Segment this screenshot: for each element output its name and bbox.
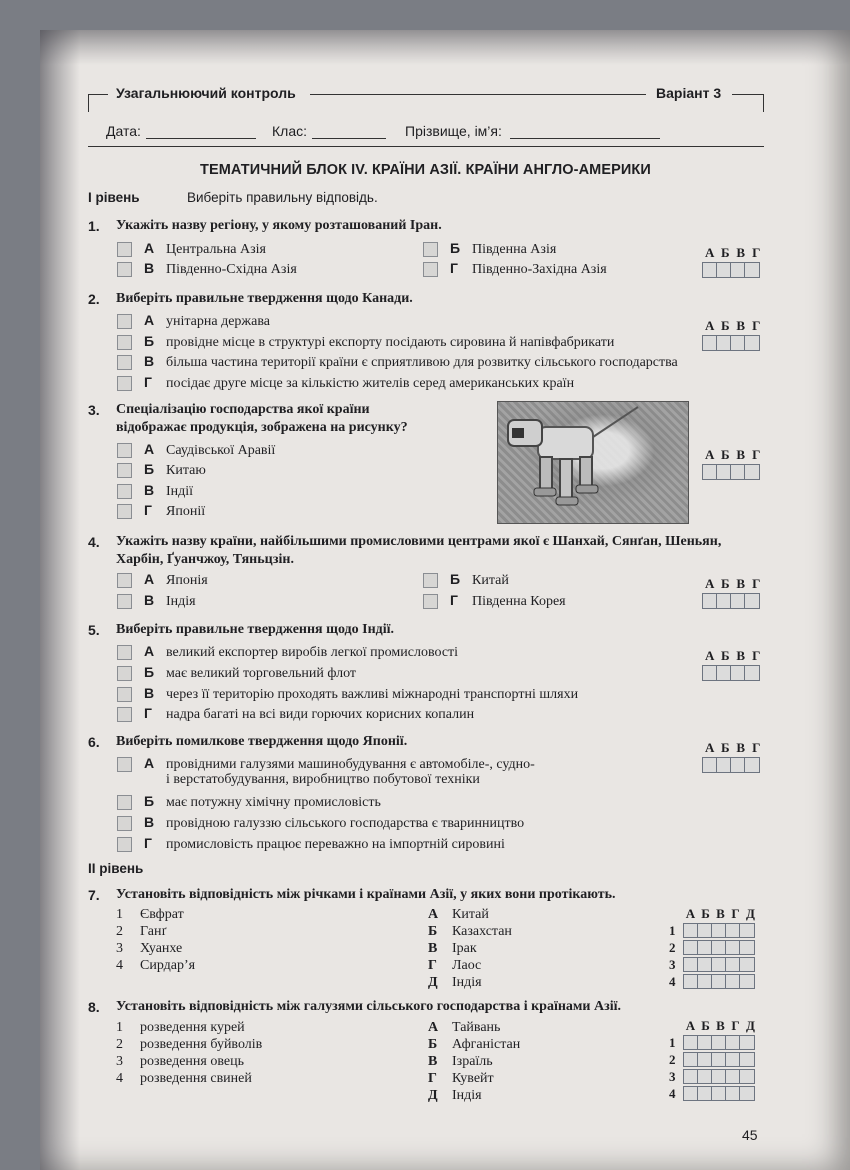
variant-label: Варіант 3: [656, 85, 722, 101]
option-a[interactable]: А Саудівської Аравії: [117, 441, 275, 459]
match-cell[interactable]: [739, 923, 755, 939]
checkbox[interactable]: [117, 645, 132, 660]
option-b[interactable]: Б Китаю: [117, 461, 206, 479]
level-1-label: І рівень: [88, 190, 140, 205]
right-item: В Ірак: [428, 941, 477, 956]
match-cell[interactable]: [739, 1052, 755, 1068]
checkbox[interactable]: [117, 443, 132, 458]
option-c[interactable]: В провідною галуззю сільського господарства є тваринництво: [117, 814, 524, 832]
right-item: Д Індія: [428, 1088, 482, 1103]
question-number: 3.: [88, 402, 100, 418]
checkbox[interactable]: [423, 262, 438, 277]
answer-grid-q6: А Б В Г: [702, 740, 764, 773]
checkbox[interactable]: [117, 376, 132, 391]
question-text: Укажіть назву регіону, у якому розташований Іран.: [116, 218, 442, 233]
option-b[interactable]: Б має потужну хімічну промисловість: [117, 793, 381, 811]
option-b[interactable]: Б Південна Азія: [423, 240, 556, 258]
answer-cell[interactable]: [744, 464, 760, 480]
checkbox[interactable]: [117, 484, 132, 499]
question-text: Виберіть помилкове твердження щодо Японії.: [116, 734, 408, 749]
match-cell[interactable]: [739, 974, 755, 990]
left-item: 4 розведення свиней: [116, 1071, 252, 1086]
level-1-instruction: Виберіть правильну відповідь.: [187, 190, 378, 205]
right-item: А Тайвань: [428, 1020, 501, 1035]
checkbox[interactable]: [117, 573, 132, 588]
option-a[interactable]: А великий експортер виробів легкої промисловості: [117, 643, 458, 661]
question-number: 2.: [88, 291, 100, 307]
option-c[interactable]: В через її територію проходять важливі міжнародні транспортні шляхи: [117, 685, 578, 703]
level-2-label: ІІ рівень: [88, 861, 144, 876]
question-text-line1: Спеціалізацію господарства якої країни: [116, 402, 370, 417]
checkbox[interactable]: [117, 594, 132, 609]
question-text: Установіть відповідність між галузями сільського господарства і країнами Азії.: [116, 999, 622, 1014]
checkbox[interactable]: [117, 687, 132, 702]
option-d[interactable]: Г Південно-Західна Азія: [423, 260, 607, 278]
question-number: 5.: [88, 622, 100, 638]
match-cell[interactable]: [739, 957, 755, 973]
answer-cell[interactable]: [744, 335, 760, 351]
question-number: 7.: [88, 887, 100, 903]
match-cell[interactable]: [739, 940, 755, 956]
match-cell[interactable]: [739, 1086, 755, 1102]
left-item: 1 Євфрат: [116, 907, 184, 922]
match-grid-q7: А Б В Г Д 1 2 3 4: [669, 906, 755, 989]
right-item: Г Кувейт: [428, 1071, 494, 1086]
page-binding-shadow: [40, 30, 80, 1170]
page-number: 45: [742, 1127, 758, 1143]
question-text: Виберіть правильне твердження щодо Канади.: [116, 291, 413, 306]
checkbox[interactable]: [117, 314, 132, 329]
answer-cell[interactable]: [744, 665, 760, 681]
left-item: 1 розведення курей: [116, 1020, 245, 1035]
option-c[interactable]: В Індії: [117, 482, 193, 500]
left-item: 2 Ганґ: [116, 924, 167, 939]
question-number: 1.: [88, 218, 100, 234]
answer-grid-q3: А Б В Г: [702, 447, 764, 480]
answer-cell[interactable]: [744, 593, 760, 609]
option-a[interactable]: А провідними галузями машинобудування є автомобіле-, судно-: [117, 755, 535, 773]
question-text: Установіть відповідність між річками і країнами Азії, у яких вони протікають.: [116, 887, 616, 902]
option-a[interactable]: А Центральна Азія: [117, 240, 266, 258]
checkbox[interactable]: [117, 335, 132, 350]
option-c[interactable]: В більша частина території країни є сприятливою для розвитку сільського господарства: [117, 353, 678, 371]
checkbox[interactable]: [423, 573, 438, 588]
checkbox[interactable]: [117, 463, 132, 478]
robot-dog-photo: [497, 401, 689, 524]
name-label: Прізвище, ім’я:: [405, 123, 502, 139]
question-number: 6.: [88, 734, 100, 750]
answer-grid-q4: А Б В Г: [702, 576, 764, 609]
right-item: Д Індія: [428, 975, 482, 990]
question-number: 4.: [88, 534, 100, 550]
option-d[interactable]: Г Японії: [117, 502, 205, 520]
class-label: Клас:: [272, 123, 307, 139]
checkbox[interactable]: [117, 242, 132, 257]
answer-grid-q5: А Б В Г: [702, 648, 764, 681]
checkbox[interactable]: [117, 795, 132, 810]
checkbox[interactable]: [117, 504, 132, 519]
option-d[interactable]: Г надра багаті на всі види горючих корисних копалин: [117, 705, 474, 723]
checkbox[interactable]: [117, 666, 132, 681]
checkbox[interactable]: [117, 707, 132, 722]
answer-cell[interactable]: [744, 757, 760, 773]
option-d[interactable]: Г Південна Корея: [423, 592, 566, 610]
option-b[interactable]: Б має великий торговельний флот: [117, 664, 356, 682]
left-item: 2 розведення буйволів: [116, 1037, 263, 1052]
left-item: 3 розведення овець: [116, 1054, 244, 1069]
right-item: А Китай: [428, 907, 489, 922]
option-d[interactable]: Г посідає друге місце за кількістю жителів серед американських країн: [117, 374, 574, 392]
option-a-continuation: і верстатобудування, виробництво побутової техніки: [166, 772, 480, 787]
page-top-shadow: [40, 30, 850, 65]
robot-dog-icon: [498, 402, 688, 523]
answer-cell[interactable]: [744, 262, 760, 278]
class-field[interactable]: [312, 138, 386, 139]
answer-grid-q2: А Б В Г: [702, 318, 764, 351]
option-a[interactable]: А унітарна держава: [117, 312, 270, 330]
checkbox[interactable]: [423, 242, 438, 257]
right-item: Г Лаос: [428, 958, 482, 973]
block-title: ТЕМАТИЧНИЙ БЛОК IV. КРАЇНИ АЗІЇ. КРАЇНИ АНГЛО-АМЕРИКИ: [200, 162, 651, 178]
date-field[interactable]: [146, 138, 256, 139]
question-text-line1: Укажіть назву країни, найбільшими промисловими центрами якої є Шанхай, Сянґан, Шеньян,: [116, 534, 722, 549]
answer-grid-q1: А Б В Г: [702, 245, 764, 278]
left-item: 3 Хуанхе: [116, 941, 183, 956]
option-b[interactable]: Б провідне місце в структурі експорту посідають сировина й напівфабрикати: [117, 333, 614, 351]
checkbox[interactable]: [117, 816, 132, 831]
option-a[interactable]: А Японія: [117, 571, 208, 589]
left-item: 4 Сирдар’я: [116, 958, 196, 973]
checkbox[interactable]: [117, 355, 132, 370]
option-d[interactable]: Г промисловість працює переважно на імпортній сировині: [117, 835, 505, 853]
match-grid-q8: А Б В Г Д 1 2 3 4: [669, 1018, 755, 1101]
control-title: Узагальнюючий контроль: [116, 85, 296, 101]
question-text: Виберіть правильне твердження щодо Індії.: [116, 622, 395, 637]
option-b[interactable]: Б Китай: [423, 571, 509, 589]
match-cell[interactable]: [739, 1035, 755, 1051]
question-text-line2: відображає продукція, зображена на рисунку?: [116, 420, 408, 435]
checkbox[interactable]: [117, 757, 132, 772]
right-item: Б Казахстан: [428, 924, 512, 939]
checkbox[interactable]: [117, 262, 132, 277]
checkbox[interactable]: [117, 837, 132, 852]
right-item: В Ізраїль: [428, 1054, 493, 1069]
match-cell[interactable]: [739, 1069, 755, 1085]
name-field[interactable]: [510, 138, 660, 139]
right-item: Б Афганістан: [428, 1037, 521, 1052]
checkbox[interactable]: [423, 594, 438, 609]
question-number: 8.: [88, 999, 100, 1015]
option-c[interactable]: В Індія: [117, 592, 196, 610]
option-c[interactable]: В Південно-Східна Азія: [117, 260, 297, 278]
question-text-line2: Харбін, Ґуанчжоу, Тяньцзін.: [116, 552, 294, 567]
date-label: Дата:: [106, 123, 141, 139]
